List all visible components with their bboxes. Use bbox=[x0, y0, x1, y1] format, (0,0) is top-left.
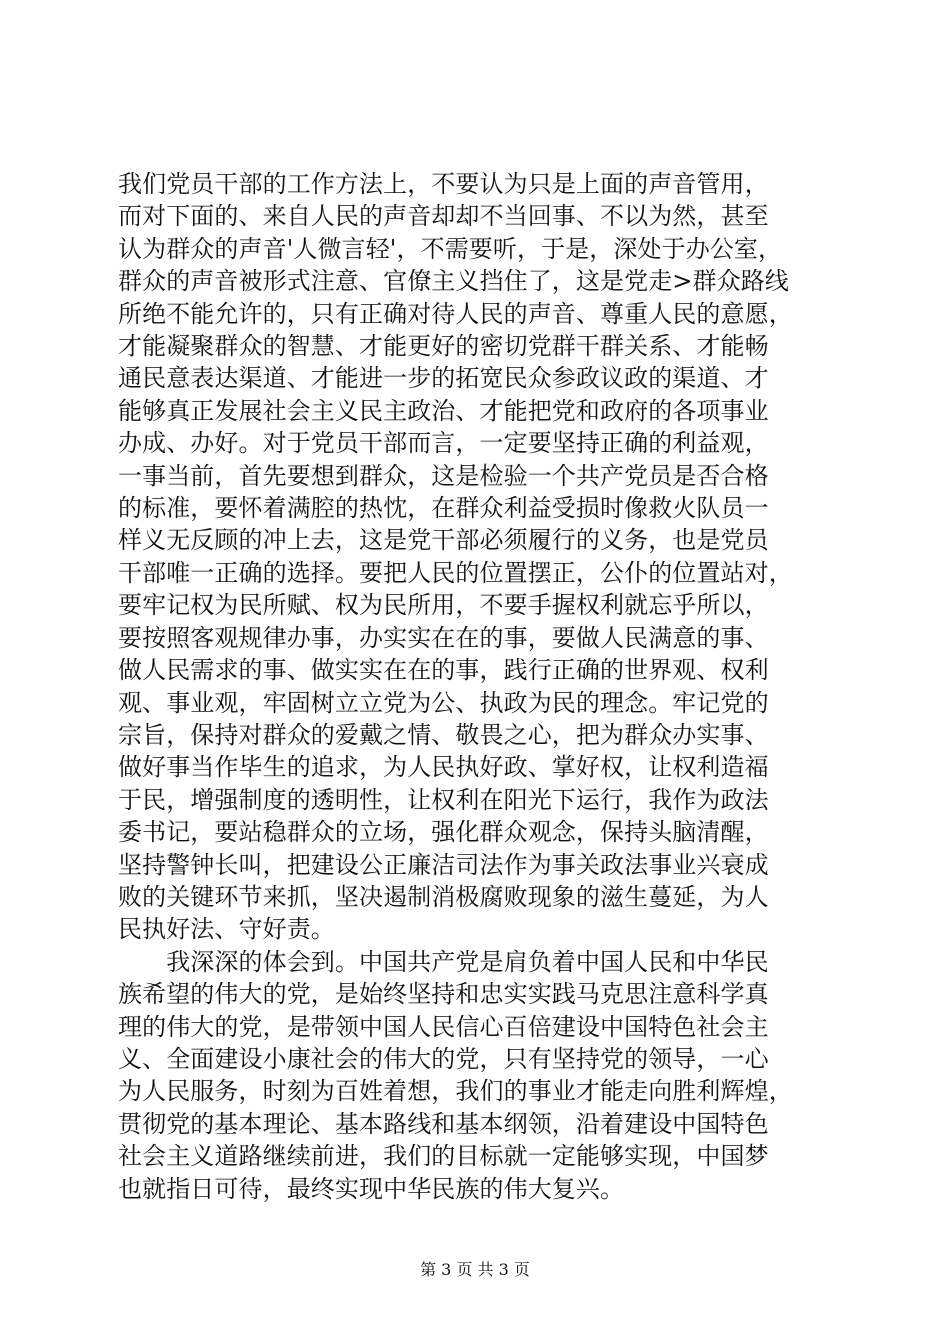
text-line: 败的关键环节来抓，坚决遏制消极腐败现象的滋生蔓延，为人 bbox=[118, 882, 769, 911]
paragraph-1 bbox=[118, 168, 838, 946]
text-line: 才能凝聚群众的智慧、才能更好的密切党群干群关系、才能畅 bbox=[118, 332, 769, 361]
text-line: 群众的声音被形式注意、官僚主义挡住了，这是党走>群众路线 bbox=[118, 267, 789, 296]
text-line: 也就指日可待，最终实现中华民族的伟大复兴。 bbox=[118, 1174, 625, 1203]
text-line: 干部唯一正确的选择。要把人民的位置摆正，公仆的位置站对， bbox=[118, 558, 793, 587]
text-line: 义、全面建设小康社会的伟大的党，只有坚持党的领导，一心 bbox=[118, 1044, 769, 1073]
text-line: 民执好法、守好责。 bbox=[118, 915, 335, 944]
text-line: 所绝不能允许的，只有正确对待人民的声音、尊重人民的意愿， bbox=[118, 299, 793, 328]
document-body bbox=[118, 168, 838, 1205]
text-line: 理的伟大的党，是带领中国人民信心百倍建设中国特色社会主 bbox=[118, 1012, 769, 1041]
page-number-label: 第 3 页 共 3 页 bbox=[420, 1260, 530, 1279]
text-line: 做人民需求的事、做实实在在的事，践行正确的世界观、权利 bbox=[118, 656, 769, 685]
text-line: 要按照客观规律办事，办实实在在的事，要做人民满意的事、 bbox=[118, 623, 769, 652]
text-line: 做好事当作毕生的追求，为人民执好政、掌好权，让权利造福 bbox=[118, 753, 769, 782]
text-line: 一事当前，首先要想到群众，这是检验一个共产党员是否合格 bbox=[118, 461, 769, 490]
text-line: 办成、办好。对于党员干部而言，一定要坚持正确的利益观， bbox=[118, 429, 769, 458]
text-line: 宗旨，保持对群众的爱戴之情、敬畏之心，把为群众办实事、 bbox=[118, 720, 769, 749]
text-line: 观、事业观，牢固树立立党为公、执政为民的理念。牢记党的 bbox=[118, 688, 769, 717]
text-line: 而对下面的、来自人民的声音却却不当回事、不以为然，甚至 bbox=[118, 202, 769, 231]
text-line: 通民意表达渠道、才能进一步的拓宽民众参政议政的渠道、才 bbox=[118, 364, 769, 393]
text-line: 贯彻党的基本理论、基本路线和基本纲领，沿着建设中国特色 bbox=[118, 1109, 769, 1138]
text-line: 能够真正发展社会主义民主政治、才能把党和政府的各项事业 bbox=[118, 396, 769, 425]
text-line: 社会主义道路继续前进，我们的目标就一定能够实现，中国梦 bbox=[118, 1142, 769, 1171]
text-line: 认为群众的声音'人微言轻'，不需要听，于是，深处于办公室， bbox=[118, 234, 783, 263]
text-line: 我们党员干部的工作方法上，不要认为只是上面的声音管用， bbox=[118, 170, 769, 198]
text-line: 要牢记权为民所赋、权为民所用，不要手握权利就忘乎所以， bbox=[118, 591, 769, 620]
paragraph-2 bbox=[118, 946, 838, 1205]
text-line: 样义无反顾的冲上去，这是党干部必须履行的义务，也是党员 bbox=[118, 526, 769, 555]
page-footer bbox=[0, 1260, 950, 1280]
text-line: 我深深的体会到。中国共产党是肩负着中国人民和中华民 bbox=[118, 947, 769, 976]
text-line: 坚持警钟长叫，把建设公正廉洁司法作为事关政法事业兴衰成 bbox=[118, 850, 769, 879]
text-line: 委书记，要站稳群众的立场，强化群众观念，保持头脑清醒， bbox=[118, 818, 769, 847]
text-line: 的标准，要怀着满腔的热忱，在群众利益受损时像救火队员一 bbox=[118, 494, 769, 523]
text-line: 于民，增强制度的透明性，让权利在阳光下运行，我作为政法 bbox=[118, 785, 769, 814]
text-line: 族希望的伟大的党，是始终坚持和忠实实践马克思注意科学真 bbox=[118, 980, 769, 1009]
text-line: 为人民服务，时刻为百姓着想，我们的事业才能走向胜利辉煌， bbox=[118, 1077, 793, 1106]
